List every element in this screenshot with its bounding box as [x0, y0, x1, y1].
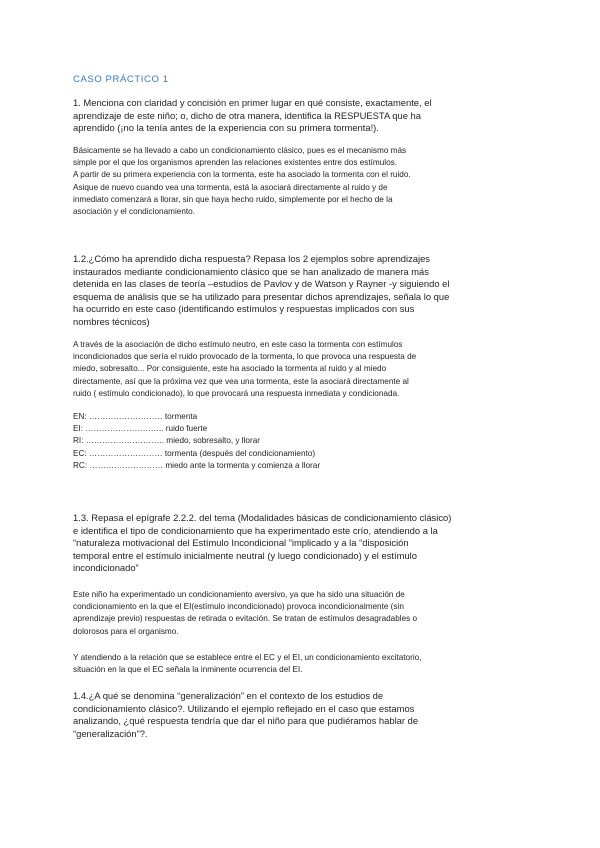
text-line: “naturaleza motivacional del Estímulo Incondicional ”implicado y a la “disposición: [73, 537, 409, 549]
document-title: CASO PRÁCTICO 1: [73, 74, 169, 85]
text-line: situación en la que el EC señala la inminente ocurrencia del EI.: [73, 665, 303, 675]
text-line: “generalización”?.: [73, 727, 148, 739]
list-item: RI: ……………………….. miedo, sobresalto, y llorar: [73, 436, 260, 446]
text-line: Este niño ha experimentado un condicionamiento aversivo, ya que ha sido una situación de: [73, 590, 405, 599]
list-item: RC: ……………………… miedo ante la tormenta y comienza a llorar: [73, 460, 321, 470]
text-line: Y atendiendo a la relación que se establece entre el EC y el EI, un condicionamiento excitatorio,: [73, 653, 422, 662]
text-line: miedo, sobresalto... Por consiguiente, este ha asociado la tormenta al ruido y al miedo: [73, 364, 387, 374]
text-line: ruido ( estímulo condicionado), lo que provocará una respuesta inmediata y condicionada.: [73, 388, 400, 398]
text-line: nombres técnicos): [73, 315, 150, 327]
text-line: Básicamente se ha llevado a cabo un condicionamiento clásico, pues es el mecanismo más: [73, 146, 407, 155]
text-line: ha ocurrido en este caso (identificando estímulos y respuestas implicados con sus: [73, 303, 415, 315]
list-item: EN: ……………………… tormenta: [73, 412, 198, 421]
text-line: Asique de nuevo cuando vea una tormenta, está la asociará directamente al ruido y de: [73, 182, 388, 192]
text-line: 1.3. Repasa el epígrafe 2.2.2. del tema (Modalidades básicas de condicionamiento clásico): [73, 512, 452, 523]
list-item: EC: ……………………… tormenta (después del condicionamiento): [73, 448, 316, 458]
text-line: 1. Menciona con claridad y concisión en primer lugar en qué consiste, exactamente, el: [73, 97, 432, 108]
text-line: instaurados mediante condicionamiento clásico que se han analizado de manera más: [73, 265, 429, 277]
list-item: EI: ……………………….. ruido fuerte: [73, 424, 208, 434]
text-line: simple por el que los organismos aprenden las relaciones existentes entre dos estímulos.: [73, 158, 398, 168]
text-line: A partir de su primera experiencia con la tormenta, este ha asociado la tormenta con el ruido.: [73, 170, 411, 180]
answer-1-3-relation: [73, 652, 533, 676]
question-1: [73, 97, 533, 135]
text-line: condicionamiento clásico?. Utilizando el ejemplo reflejado en el caso que estamos: [73, 702, 415, 714]
text-line: esquema de análisis que se ha utilizado para presentar dichos aprendizajes, señala lo que: [73, 290, 450, 302]
text-line: condicionamiento en la que el EI(estímulo incondicionado) provoca incondicionalmente (sin: [73, 602, 404, 612]
text-line: dolorosos para el organismo.: [73, 626, 179, 636]
text-line: A través de la asociación de dicho estímulo neutro, en este caso la tormenta con estímulos: [73, 340, 403, 349]
text-line: 1.2.¿Cómo ha aprendido dicha respuesta? Repasa los 2 ejemplos sobre aprendizajes: [73, 253, 430, 264]
text-line: 1.4.¿A qué se denomina “generalización” en el contexto de los estudios de: [73, 690, 384, 701]
answer-1-3: [73, 589, 533, 638]
question-1-3: [73, 512, 533, 575]
text-line: incondicionado”: [73, 562, 139, 574]
text-line: asociación y el condicionamiento.: [73, 207, 195, 217]
question-1-2: [73, 253, 533, 329]
text-line: inmediato comenzará a llorar, sin que haya hecho ruido, simplemente por el hecho de la: [73, 194, 393, 204]
answer-1: [73, 145, 533, 218]
text-line: temporal entre el estímulo inicialmente neutral (y luego condicionado) y el estímulo: [73, 549, 417, 561]
text-line: aprendido (¡no la tenía antes de la experiencia con su primera tormenta!).: [73, 122, 379, 134]
question-1-4: [73, 690, 533, 740]
text-line: incondicionados que sería el ruido provocado de la tormenta, lo que provoca una respuesta de: [73, 352, 417, 362]
text-line: aprendizaje de este niño; o, dicho de otra manera, identifica la RESPUESTA que ha: [73, 109, 421, 121]
text-line: aprendizaje previo) respuestas de retirada o evitación. Se tratan de estímulos desagradables o: [73, 614, 418, 624]
text-line: analizando, ¿qué respuesta tendría que dar el niño para que pudiéramos hablar de: [73, 715, 419, 727]
answer-1-2: [73, 339, 533, 400]
text-line: detenida en las clases de teoría –estudios de Pavlov y de Watson y Rayner -y siguiendo el: [73, 278, 450, 290]
text-line: directamente, así que la próxima vez que vea una tormenta, este la asociará directamente al: [73, 376, 409, 386]
text-line: e identifica el tipo de condicionamiento que ha experimentado este crío, atendiendo a la: [73, 524, 438, 536]
stimulus-response-list: [73, 411, 533, 472]
